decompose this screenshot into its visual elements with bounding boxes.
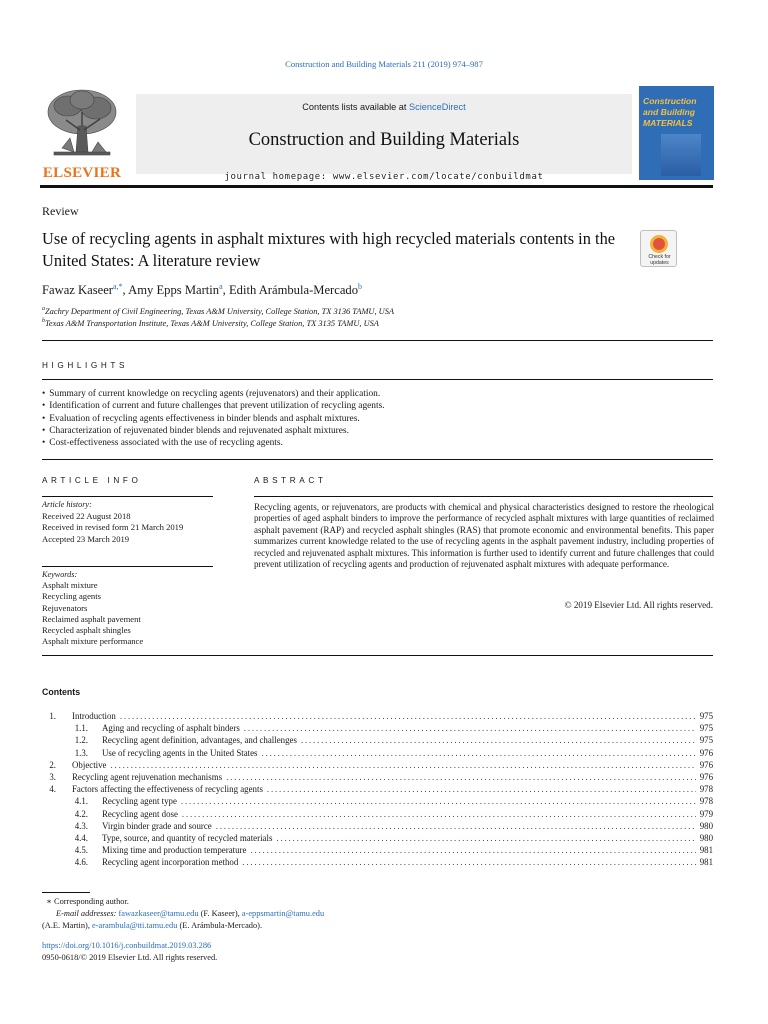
contents-availability: [136, 102, 632, 112]
affiliation-marker: b: [42, 318, 45, 324]
crossmark-icon: [650, 235, 668, 253]
toc-title: Factors affecting the effectiveness of recycling agents: [72, 784, 263, 795]
journal-title: Construction and Building Materials: [248, 130, 520, 150]
email-link[interactable]: e-arambula@tti.tamu.edu: [92, 921, 178, 930]
keyword[interactable]: Recycling agents: [42, 591, 101, 602]
section-divider: [42, 459, 713, 460]
toc-title: Use of recycling agents in the United States: [102, 747, 258, 758]
keyword[interactable]: Asphalt mixture performance: [42, 636, 144, 647]
author-name[interactable]: Edith Arámbula-Mercado: [228, 283, 359, 298]
toc-title: Recycling agent type: [102, 796, 177, 807]
toc-title: Recycling agent definition, advantages, and challenges: [102, 735, 297, 746]
list-item: • Characterization of rejuvenated binder blends and rejuvenated asphalt mixtures.: [42, 425, 714, 437]
crossmark-label-line-1: Check for: [648, 254, 671, 260]
masthead-divider: [40, 185, 713, 188]
journal-cover[interactable]: [639, 86, 714, 180]
corresponding-author-note: [42, 896, 442, 908]
toc-entry[interactable]: [42, 711, 713, 723]
toc-dot-leader: [267, 784, 696, 794]
keywords-list: [42, 580, 143, 648]
affiliation: [42, 318, 379, 328]
cover-title-line-2: and Building: [643, 107, 696, 117]
affiliation-marker: a: [42, 306, 45, 312]
issn-copyright: 0950-0618/© 2019 Elsevier Ltd. All rights reserved.: [42, 953, 218, 962]
toc-number: 4.3.: [74, 820, 88, 831]
toc-dot-leader: [276, 833, 695, 843]
toc-number: 3.: [49, 771, 56, 782]
keyword[interactable]: Asphalt mixture: [42, 580, 98, 590]
email-label: E-mail addresses:: [56, 909, 117, 918]
author-list: [42, 282, 362, 298]
crossmark-label: [641, 254, 678, 266]
toc-entry[interactable]: [42, 809, 713, 821]
toc-entry[interactable]: [42, 772, 713, 784]
toc-page-number: 978: [699, 784, 713, 795]
toc-dot-leader: [111, 760, 696, 770]
author-name[interactable]: Fawaz Kaseer: [42, 283, 113, 298]
toc-entry[interactable]: [42, 784, 713, 796]
toc-number: 1.2.: [74, 735, 88, 746]
email-addresses-cont: [42, 920, 442, 932]
toc-title: Virgin binder grade and source: [102, 820, 212, 831]
toc-dot-leader: [262, 748, 696, 758]
toc-entry[interactable]: [42, 760, 713, 772]
list-item: • Cost-effectiveness associated with the use of recycling agents.: [42, 437, 714, 449]
toc-title: Recycling agent rejuvenation mechanisms: [72, 771, 223, 782]
keyword[interactable]: Recycled asphalt shingles: [42, 625, 131, 636]
toc-page-number: 978: [699, 796, 713, 807]
journal-info-box: [136, 94, 632, 182]
author-separator: ,: [222, 283, 229, 298]
toc-dot-leader: [181, 796, 696, 806]
toc-number: 4.6.: [74, 857, 88, 868]
toc-page-number: 975: [699, 711, 713, 721]
author-affiliation-marker[interactable]: a: [219, 282, 223, 291]
toc-number: 1.3.: [74, 747, 88, 758]
toc-title: Mixing time and production temperature: [102, 845, 247, 856]
cover-title-line-1: Construction: [643, 96, 697, 106]
article-history: [42, 511, 183, 545]
toc-title: Recycling agent dose: [102, 808, 178, 819]
toc-entry[interactable]: [42, 833, 713, 845]
toc-number: 4.1.: [74, 796, 88, 807]
article-history-label: Article history:: [42, 500, 92, 509]
affiliation-text: Texas A&M Transportation Institute, Texas A&M University, College Station, TX 3135 TAMU, USA: [45, 318, 379, 328]
abstract-heading: ABSTRACT: [254, 476, 327, 485]
author-affiliation-marker[interactable]: b: [358, 282, 363, 291]
toc-entry[interactable]: [42, 857, 713, 869]
toc-entry[interactable]: [42, 723, 713, 735]
toc-page-number: 979: [699, 808, 713, 819]
toc-dot-leader: [182, 809, 696, 819]
footnotes: [42, 896, 442, 932]
toc-title: Type, source, and quantity of recycled materials: [102, 832, 273, 843]
elsevier-wordmark: ELSEVIER: [42, 165, 122, 181]
email-link[interactable]: fawazkaseer@tamu.edu: [118, 909, 199, 918]
toc-page-number: 975: [699, 723, 713, 734]
toc-page-number: 980: [699, 820, 713, 831]
toc-entry[interactable]: [42, 845, 713, 857]
toc-page-number: 976: [699, 771, 713, 782]
toc-dot-leader: [242, 857, 695, 867]
section-divider: [42, 379, 713, 380]
keyword[interactable]: Reclaimed asphalt pavement: [42, 613, 141, 624]
elsevier-logo[interactable]: [40, 86, 124, 182]
toc-entry[interactable]: [42, 821, 713, 833]
article-title: Use of recycling agents in asphalt mixtures with high recycled materials contents in the United States: A literature review: [42, 229, 616, 270]
doi-link[interactable]: https://doi.org/10.1016/j.conbuildmat.2019.03.286: [42, 941, 212, 950]
toc-page-number: 980: [699, 832, 713, 843]
toc-dot-leader: [226, 772, 696, 782]
toc-entry[interactable]: [42, 735, 713, 747]
email-owner: (E. Arámbula-Mercado).: [177, 921, 263, 930]
toc-dot-leader: [250, 845, 695, 855]
toc-page-number: 981: [699, 845, 713, 856]
cover-image: [661, 134, 701, 176]
email-owner: (F. Kaseer),: [198, 909, 242, 918]
affiliation: [42, 306, 394, 316]
cover-title-line-3: MATERIALS: [643, 118, 693, 128]
toc-dot-leader: [120, 711, 696, 721]
section-divider: [42, 655, 713, 656]
toc-dot-leader: [301, 735, 696, 745]
section-divider: [42, 340, 713, 341]
tree-icon: [40, 86, 124, 164]
contents-prefix: Contents lists available at: [302, 102, 410, 112]
article-type: Review: [42, 204, 79, 218]
asterisk-marker: ∗: [42, 897, 54, 906]
toc-number: 1.1.: [74, 723, 88, 734]
journal-masthead: [40, 86, 714, 182]
email-link[interactable]: a-eppsmartin@tamu.edu: [241, 909, 325, 918]
toc-number: 4.5.: [74, 845, 88, 856]
toc-number: 1.: [49, 711, 56, 721]
check-for-updates-button[interactable]: [640, 230, 677, 267]
toc-dot-leader: [244, 723, 696, 733]
toc-entry[interactable]: [42, 796, 713, 808]
abstract-copyright: © 2019 Elsevier Ltd. All rights reserved.: [564, 600, 713, 610]
highlights-heading: HIGHLIGHTS: [42, 361, 129, 370]
toc-page-number: 981: [699, 857, 713, 868]
crossmark-label-line-2: updates: [650, 260, 669, 266]
affiliation-text: Zachry Department of Civil Engineering, Texas A&M University, College Station, TX 3136 TAMU, USA: [45, 306, 395, 316]
list-item: Accepted 23 March 2019: [42, 533, 130, 544]
toc-entry[interactable]: [42, 748, 713, 760]
toc-page-number: 976: [699, 759, 713, 770]
sciencedirect-link[interactable]: ScienceDirect: [409, 102, 466, 112]
section-divider: [254, 496, 713, 497]
corresponding-author-text: Corresponding author.: [53, 897, 129, 906]
article-info-heading: ARTICLE INFO: [42, 476, 142, 485]
section-divider: [42, 566, 213, 567]
toc-title: Recycling agent incorporation method: [102, 857, 239, 868]
journal-homepage-link[interactable]: journal homepage: www.elsevier.com/locate/conbuildmat: [224, 172, 544, 182]
email-addresses: [42, 908, 442, 920]
list-item: Received 22 August 2018: [42, 511, 131, 521]
list-item: Received in revised form 21 March 2019: [42, 522, 184, 533]
toc-title: Objective: [72, 759, 107, 770]
doi-block: [42, 940, 217, 964]
footnote-divider: [42, 892, 90, 893]
toc-number: 4.: [49, 784, 56, 795]
journal-citation[interactable]: Construction and Building Materials 211 (2019) 974–987: [285, 59, 483, 69]
toc-page-number: 975: [699, 735, 713, 746]
highlights-list: [42, 388, 714, 449]
section-divider: [42, 496, 213, 497]
table-of-contents: [42, 711, 713, 869]
cover-title: [643, 96, 710, 129]
toc-page-number: 976: [699, 747, 713, 758]
abstract-text: Recycling agents, or rejuvenators, are products with chemical and physical characteristics designed to restore the rheological properties of aged asphalt binders to improve the performance of recycled asphalt mixtures with large quantities of reclaimed asphalt pavement (RAP) and recycled asphalt shingles (RAS) that promote economic and environmental benefits. This paper summarizes current knowledge related to the use of recycling agents in the asphalt pavement industry, including properties of recycled and rejuvenated asphalt mixtures. This information is further used to identify current and future challenges that could prevent utilization of recycling agents and production of rejuvenated asphalt mixtures with adequate performance.: [254, 502, 714, 570]
contents-heading: Contents: [42, 687, 81, 697]
toc-number: 2.: [49, 759, 56, 770]
email-owner: (A.E. Martin),: [42, 921, 93, 930]
list-item: • Identification of current and future challenges that prevent utilization of recycling agents.: [42, 400, 714, 412]
author-separator: ,: [122, 283, 129, 298]
keyword[interactable]: Rejuvenators: [42, 602, 88, 613]
toc-title: Aging and recycling of asphalt binders: [102, 723, 240, 734]
author-name[interactable]: Amy Epps Martin: [128, 283, 220, 298]
list-item: • Evaluation of recycling agents effectiveness in binder blends and asphalt mixtures.: [42, 413, 714, 425]
keywords-label: Keywords:: [42, 570, 78, 579]
toc-dot-leader: [216, 821, 696, 831]
list-item: • Summary of current knowledge on recycling agents (rejuvenators) and their application.: [42, 388, 714, 400]
author-affiliation-marker[interactable]: a,*: [112, 282, 123, 291]
toc-number: 4.2.: [74, 808, 88, 819]
toc-title: Introduction: [72, 711, 116, 721]
toc-number: 4.4.: [74, 832, 88, 843]
